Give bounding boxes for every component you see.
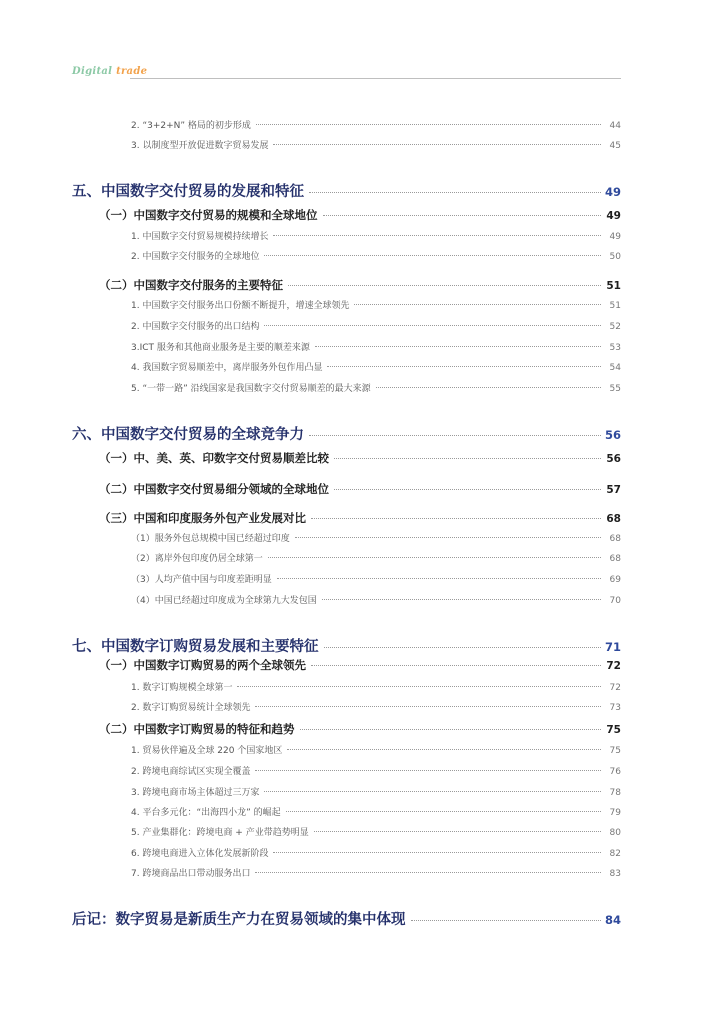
toc-entry-section xyxy=(99,481,621,497)
toc-entry-page: 70 xyxy=(609,596,621,606)
toc-entry-sub xyxy=(131,680,621,693)
toc-entry-page: 82 xyxy=(609,849,621,859)
dot-leader xyxy=(354,304,601,305)
toc-entry-page: 72 xyxy=(609,683,621,693)
toc-entry-sub xyxy=(131,360,621,373)
toc-entry-sub xyxy=(131,340,621,353)
toc-entry-title: （二）中国数字交付贸易细分领域的全球地位 xyxy=(99,482,329,496)
toc-entry-page: 49 xyxy=(604,185,621,199)
toc-entry-page: 68 xyxy=(609,534,621,544)
toc-entry-title: 4. 我国数字贸易顺差中，离岸服务外包作用凸显 xyxy=(131,363,323,373)
toc-entry-page: 50 xyxy=(609,252,621,262)
dot-leader xyxy=(273,235,601,236)
toc-entry-title: （二）中国数字交付服务的主要特征 xyxy=(99,278,283,292)
toc-entry-chapter xyxy=(72,908,621,929)
dot-leader xyxy=(255,770,601,771)
toc-entry-title: （一）中、美、英、印数字交付贸易顺差比较 xyxy=(99,451,329,465)
dot-leader xyxy=(324,647,601,648)
dot-leader xyxy=(273,144,601,145)
toc-entry-title: 七、中国数字订购贸易发展和主要特征 xyxy=(72,639,319,655)
toc-entry-sub xyxy=(131,298,621,311)
toc-entry-page: 57 xyxy=(606,484,621,496)
dot-leader xyxy=(264,325,601,326)
toc-entry-title: （一）中国数字订购贸易的两个全球领先 xyxy=(99,658,306,672)
dot-leader xyxy=(286,811,601,812)
toc-entry-sub xyxy=(131,138,621,151)
dot-leader xyxy=(237,686,601,687)
toc-entry-title: 3. 跨境电商市场主体超过三万家 xyxy=(131,788,260,798)
toc-entry-sub xyxy=(131,743,621,756)
toc-entry-section xyxy=(99,450,621,466)
toc-entry-title: （1）服务外包总规模中国已经超过印度 xyxy=(131,534,290,544)
dot-leader xyxy=(327,366,601,367)
toc-entry-title: 2. 跨境电商综试区实现全覆盖 xyxy=(131,767,251,777)
dot-leader xyxy=(255,706,601,707)
toc-entry-title: 5. 产业集群化：跨境电商 + 产业带趋势明显 xyxy=(131,828,309,838)
dot-leader xyxy=(376,387,601,388)
toc-entry-page: 75 xyxy=(606,724,621,736)
dot-leader xyxy=(287,749,601,750)
toc-entry-page: 75 xyxy=(609,746,621,756)
dot-leader xyxy=(323,215,602,216)
dot-leader xyxy=(334,458,601,459)
toc-entry-sub xyxy=(131,381,621,394)
dot-leader xyxy=(268,557,601,558)
toc-entry-sub xyxy=(131,825,621,838)
toc-entry-title: 2. 数字订购贸易统计全球领先 xyxy=(131,703,251,713)
toc-entry-page: 76 xyxy=(609,767,621,777)
toc-entry-title: 1. 数字订购规模全球第一 xyxy=(131,683,233,693)
toc-entry-title: 六、中国数字交付贸易的全球竞争力 xyxy=(72,427,304,443)
toc-entry-chapter xyxy=(72,423,621,444)
toc-entry-sub xyxy=(131,249,621,262)
toc-entry-sub xyxy=(131,572,621,585)
toc-entry-page: 44 xyxy=(609,121,621,131)
toc-entry-page: 49 xyxy=(609,232,621,242)
toc-entry-page: 45 xyxy=(609,141,621,151)
toc-entry-page: 49 xyxy=(606,210,621,222)
toc-entry-title: （二）中国数字订购贸易的特征和趋势 xyxy=(99,722,295,736)
toc-entry-section xyxy=(99,277,621,293)
dot-leader xyxy=(255,872,601,873)
toc-entry-page: 51 xyxy=(606,280,621,292)
toc-entry-title: 2. “3+2+N” 格局的初步形成 xyxy=(131,121,251,131)
toc-entry-page: 79 xyxy=(609,808,621,818)
toc-entry-title: （4）中国已经超过印度成为全球第九大发包国 xyxy=(131,596,317,606)
toc-entry-section xyxy=(99,657,621,673)
toc-entry-sub xyxy=(131,700,621,713)
toc-entry-title: 1. 贸易伙伴遍及全球 220 个国家地区 xyxy=(131,746,283,756)
toc-entry-sub xyxy=(131,846,621,859)
toc-entry-sub xyxy=(131,319,621,332)
toc-entry-page: 78 xyxy=(609,788,621,798)
toc-entry-sub xyxy=(131,785,621,798)
dot-leader xyxy=(322,599,601,600)
toc-entry-sub xyxy=(131,593,621,606)
toc-entry-page: 69 xyxy=(609,575,621,585)
toc-entry-page: 54 xyxy=(609,363,621,373)
dot-leader xyxy=(295,537,601,538)
dot-leader xyxy=(309,192,601,193)
toc-entry-title: 4. 平台多元化：“出海四小龙” 的崛起 xyxy=(131,808,281,818)
toc-entry-title: 五、中国数字交付贸易的发展和特征 xyxy=(72,184,304,200)
toc-entry-title: 3. 以制度型开放促进数字贸易发展 xyxy=(131,141,269,151)
toc-entry-page: 71 xyxy=(604,640,621,654)
toc-entry-sub xyxy=(131,551,621,564)
toc-entry-title: 1. 中国数字交付贸易规模持续增长 xyxy=(131,232,269,242)
toc-entry-page: 56 xyxy=(606,453,621,465)
toc-entry-section xyxy=(99,510,621,526)
toc-entry-title: 3.ICT 服务和其他商业服务是主要的顺差来源 xyxy=(131,343,310,353)
dot-leader xyxy=(311,665,601,666)
toc-entry-chapter xyxy=(72,180,621,201)
toc-entry-title: （三）中国和印度服务外包产业发展对比 xyxy=(99,511,306,525)
toc-entry-page: 55 xyxy=(609,384,621,394)
toc-entry-sub xyxy=(131,866,621,879)
toc-entry-page: 84 xyxy=(604,913,621,927)
toc-entry-title: 5. “一带一路” 沿线国家是我国数字交付贸易顺差的最大来源 xyxy=(131,384,371,394)
toc-entry-page: 80 xyxy=(609,828,621,838)
dot-leader xyxy=(264,791,601,792)
toc-entry-title: （2）离岸外包印度仍居全球第一 xyxy=(131,554,263,564)
dot-leader xyxy=(288,285,601,286)
digital-trade-logo: Digital trade xyxy=(72,66,148,77)
toc-entry-page: 68 xyxy=(606,513,621,525)
toc-entry-sub xyxy=(131,805,621,818)
toc-entry-page: 73 xyxy=(609,703,621,713)
toc-entry-title: （3）人均产值中国与印度差距明显 xyxy=(131,575,272,585)
toc-entry-title: 2. 中国数字交付服务的出口结构 xyxy=(131,322,260,332)
dot-leader xyxy=(334,489,601,490)
toc-entry-title: （一）中国数字交付贸易的规模和全球地位 xyxy=(99,208,318,222)
dot-leader xyxy=(309,435,601,436)
toc-entry-title: 6. 跨境电商进入立体化发展新阶段 xyxy=(131,849,269,859)
toc-entry-title: 后记：数字贸易是新质生产力在贸易领域的集中体现 xyxy=(72,912,406,928)
toc-entry-page: 51 xyxy=(609,301,621,311)
dot-leader xyxy=(264,255,601,256)
toc-entry-section xyxy=(99,207,621,223)
toc-entry-page: 72 xyxy=(606,660,621,672)
toc-entry-title: 2. 中国数字交付服务的全球地位 xyxy=(131,252,260,262)
dot-leader xyxy=(273,852,601,853)
toc-entry-page: 68 xyxy=(609,554,621,564)
dot-leader xyxy=(315,346,601,347)
dot-leader xyxy=(411,920,601,921)
dot-leader xyxy=(311,518,601,519)
toc-entry-page: 56 xyxy=(604,428,621,442)
toc-entry-title: 7. 跨境商品出口带动服务出口 xyxy=(131,869,251,879)
toc-entry-sub xyxy=(131,229,621,242)
dot-leader xyxy=(314,831,601,832)
dot-leader xyxy=(256,124,601,125)
toc-entry-sub xyxy=(131,764,621,777)
dot-leader xyxy=(300,729,602,730)
toc-entry-chapter xyxy=(72,635,621,656)
toc-entry-section xyxy=(99,721,621,737)
toc-entry-page: 83 xyxy=(609,869,621,879)
toc-entry-page: 53 xyxy=(609,343,621,353)
toc-entry-page: 52 xyxy=(609,322,621,332)
toc-entry-sub xyxy=(131,118,621,131)
dot-leader xyxy=(277,578,601,579)
toc-entry-sub xyxy=(131,531,621,544)
toc-entry-title: 1. 中国数字交付服务出口份额不断提升，增速全球领先 xyxy=(131,301,350,311)
